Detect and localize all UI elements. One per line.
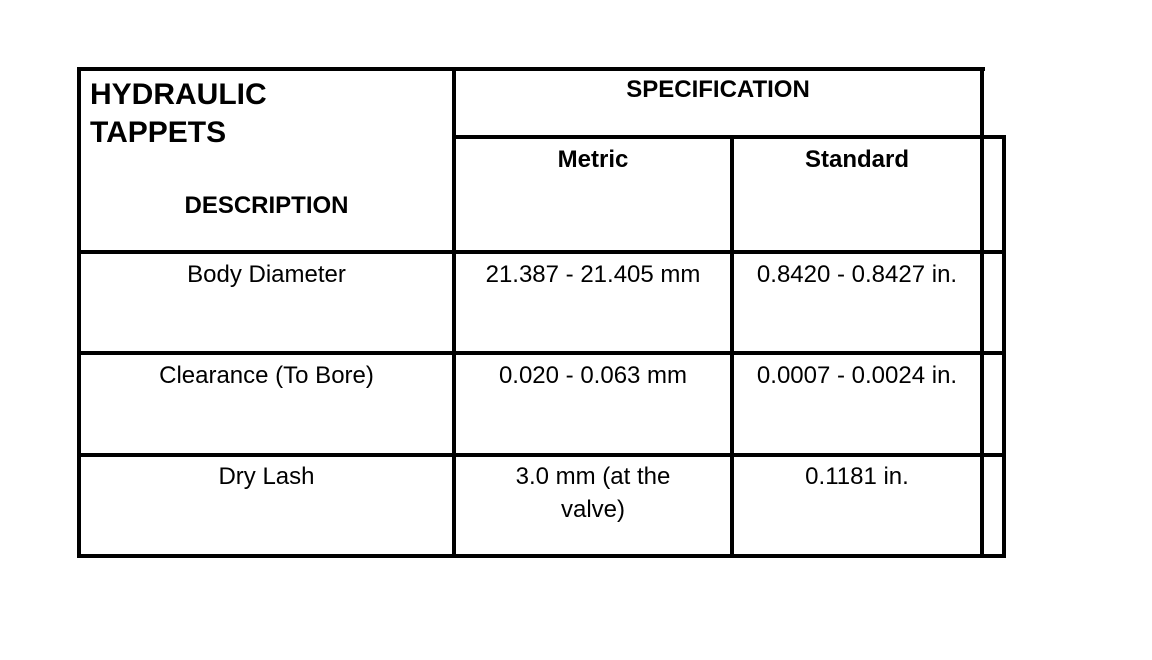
row-separator-2: [77, 453, 1006, 457]
table-title-line1: HYDRAULIC: [90, 78, 267, 111]
table-title-line2: TAPPETS: [90, 116, 227, 149]
metric-header: Metric: [557, 146, 629, 173]
row-2-standard: 0.0007 - 0.0024 in.: [756, 362, 958, 389]
column-divider-metric: [730, 136, 734, 558]
specification-header: SPECIFICATION: [626, 76, 810, 103]
standard-header: Standard: [804, 146, 909, 173]
row-2-description: Clearance (To Bore): [159, 362, 374, 389]
row-separator-1: [77, 351, 1006, 355]
table-border-top: [77, 67, 985, 71]
table-border-bottom: [77, 554, 1006, 558]
row-3-metric: 3.0 mm (at the valve): [515, 463, 671, 523]
row-1-description: Body Diameter: [187, 261, 346, 288]
row-1-standard: 0.8420 - 0.8427 in.: [756, 261, 958, 288]
spec-header-underline: [452, 135, 1006, 139]
table-border-right-inner: [980, 67, 984, 558]
row-1-metric: 21.387 - 21.405 mm: [485, 261, 701, 288]
table-title: [90, 76, 267, 152]
row-3-description: Dry Lash: [218, 463, 315, 490]
table-border-right-outer: [1002, 136, 1006, 558]
description-header: DESCRIPTION: [184, 192, 349, 219]
row-3-standard: 0.1181 in.: [805, 463, 909, 490]
header-row-separator: [77, 250, 1006, 254]
row-2-metric: 0.020 - 0.063 mm: [498, 362, 688, 389]
